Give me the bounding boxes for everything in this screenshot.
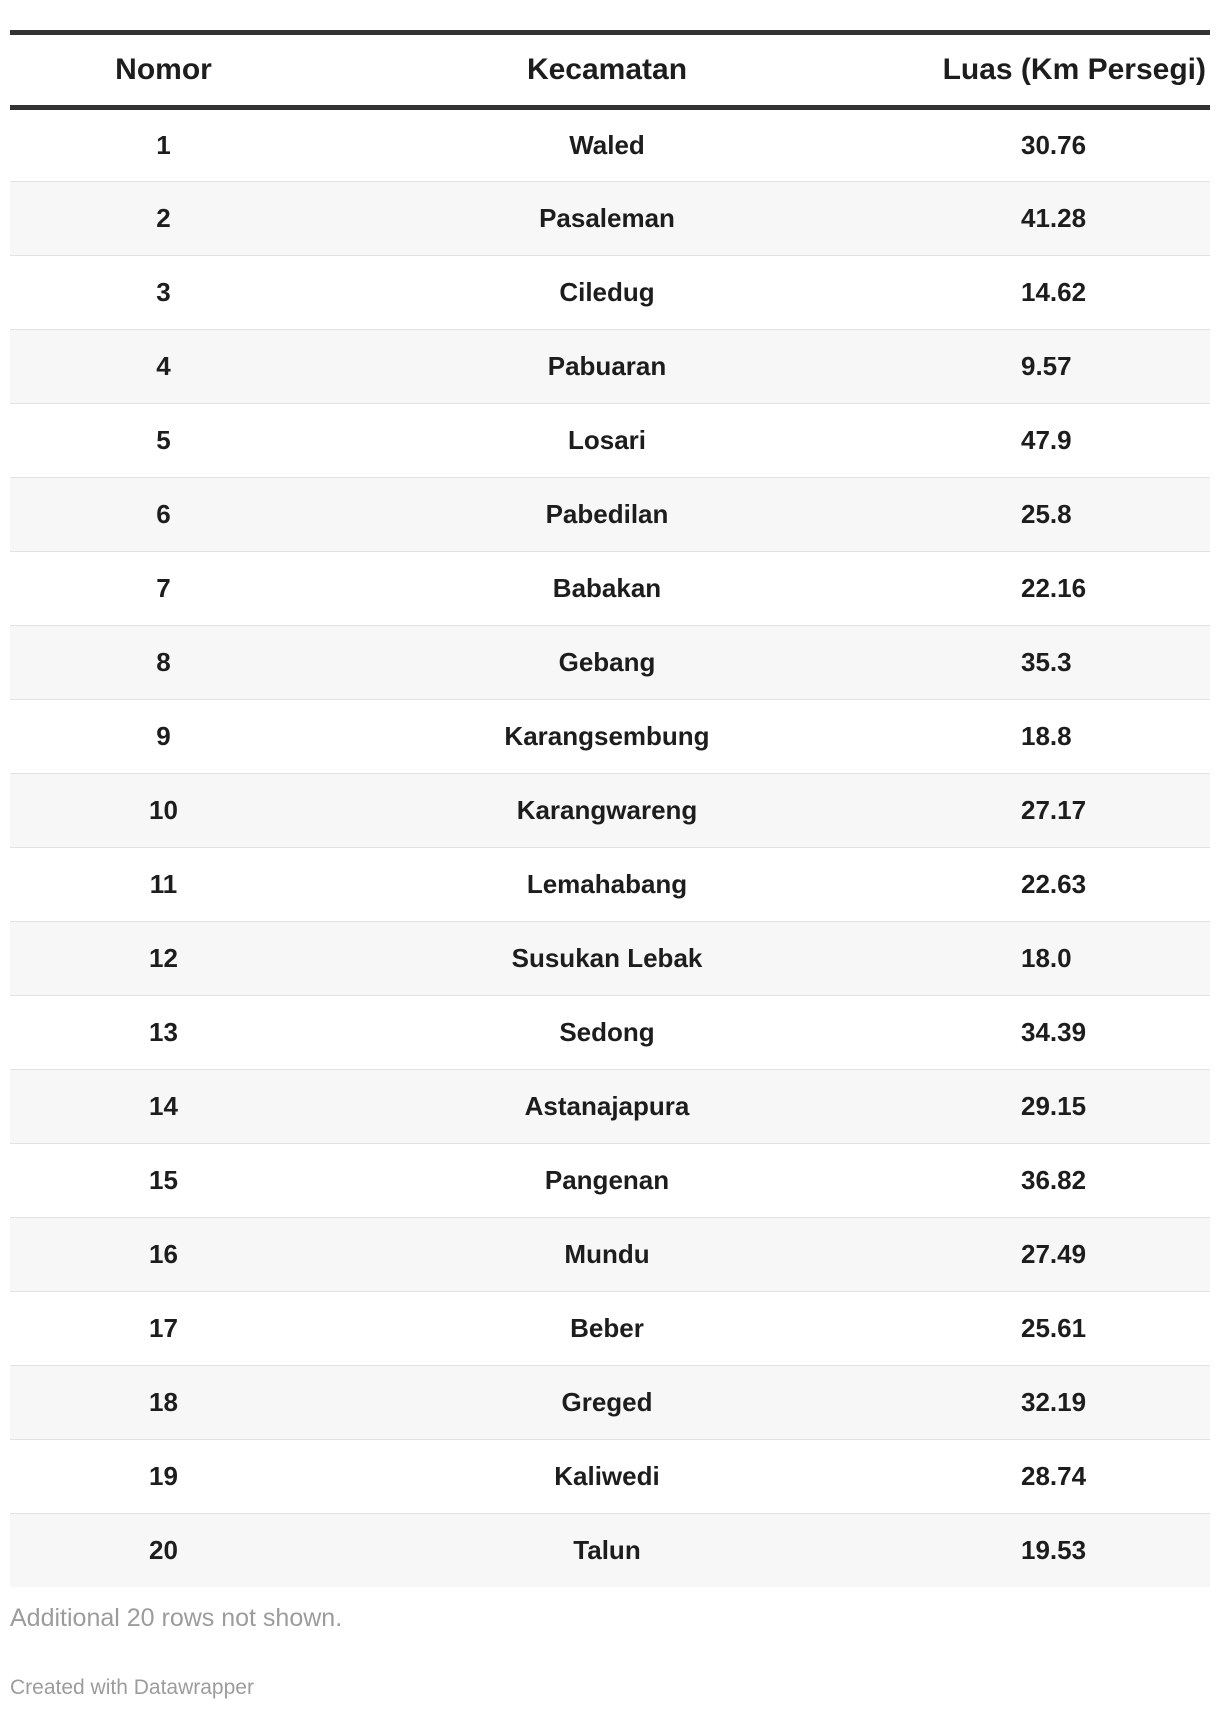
table-row xyxy=(10,1144,1210,1218)
cell-kecamatan: Astanajapura xyxy=(317,1070,897,1144)
cell-kecamatan: Babakan xyxy=(317,552,897,626)
cell-luas: 27.49 xyxy=(897,1218,1210,1292)
cell-kecamatan: Kaliwedi xyxy=(317,1440,897,1514)
cell-nomor: 13 xyxy=(10,996,317,1070)
cell-kecamatan: Karangwareng xyxy=(317,774,897,848)
rows-hidden-note: Additional 20 rows not shown. xyxy=(10,1604,343,1632)
cell-nomor: 3 xyxy=(10,256,317,330)
cell-luas: 18.0 xyxy=(897,922,1210,996)
table-row xyxy=(10,256,1210,330)
cell-luas: 19.53 xyxy=(897,1514,1210,1587)
cell-nomor: 1 xyxy=(10,108,317,182)
table-row xyxy=(10,922,1210,996)
cell-luas: 25.61 xyxy=(897,1292,1210,1366)
cell-luas: 47.9 xyxy=(897,404,1210,478)
table-row xyxy=(10,1292,1210,1366)
cell-kecamatan: Ciledug xyxy=(317,256,897,330)
cell-kecamatan: Lemahabang xyxy=(317,848,897,922)
data-table xyxy=(10,30,1210,1587)
table-row xyxy=(10,552,1210,626)
cell-nomor: 14 xyxy=(10,1070,317,1144)
datawrapper-credit: Created with Datawrapper xyxy=(10,1676,254,1699)
table-row xyxy=(10,404,1210,478)
cell-nomor: 11 xyxy=(10,848,317,922)
cell-luas: 27.17 xyxy=(897,774,1210,848)
cell-kecamatan: Talun xyxy=(317,1514,897,1587)
cell-kecamatan: Pangenan xyxy=(317,1144,897,1218)
cell-nomor: 7 xyxy=(10,552,317,626)
cell-kecamatan: Karangsembung xyxy=(317,700,897,774)
cell-kecamatan: Pasaleman xyxy=(317,182,897,256)
cell-nomor: 9 xyxy=(10,700,317,774)
cell-luas: 32.19 xyxy=(897,1366,1210,1440)
cell-luas: 22.63 xyxy=(897,848,1210,922)
cell-nomor: 20 xyxy=(10,1514,317,1587)
table-row xyxy=(10,848,1210,922)
cell-nomor: 16 xyxy=(10,1218,317,1292)
table-row xyxy=(10,1514,1210,1587)
table-row xyxy=(10,330,1210,404)
table-body xyxy=(10,108,1210,1587)
cell-luas: 36.82 xyxy=(897,1144,1210,1218)
cell-luas: 30.76 xyxy=(897,108,1210,182)
table-row xyxy=(10,774,1210,848)
table-row xyxy=(10,478,1210,552)
cell-luas: 9.57 xyxy=(897,330,1210,404)
cell-kecamatan: Greged xyxy=(317,1366,897,1440)
cell-nomor: 2 xyxy=(10,182,317,256)
table-header xyxy=(10,33,1210,108)
cell-kecamatan: Sedong xyxy=(317,996,897,1070)
header-row xyxy=(10,33,1210,108)
cell-nomor: 6 xyxy=(10,478,317,552)
cell-nomor: 10 xyxy=(10,774,317,848)
cell-nomor: 17 xyxy=(10,1292,317,1366)
cell-nomor: 4 xyxy=(10,330,317,404)
cell-luas: 22.16 xyxy=(897,552,1210,626)
table-row xyxy=(10,1366,1210,1440)
table-row xyxy=(10,700,1210,774)
table-row xyxy=(10,108,1210,182)
cell-nomor: 15 xyxy=(10,1144,317,1218)
cell-luas: 41.28 xyxy=(897,182,1210,256)
cell-kecamatan: Pabedilan xyxy=(317,478,897,552)
cell-nomor: 12 xyxy=(10,922,317,996)
data-table-container xyxy=(10,30,1210,1587)
cell-nomor: 8 xyxy=(10,626,317,700)
cell-luas: 28.74 xyxy=(897,1440,1210,1514)
cell-kecamatan: Losari xyxy=(317,404,897,478)
cell-kecamatan: Susukan Lebak xyxy=(317,922,897,996)
table-row xyxy=(10,1218,1210,1292)
column-header-luas[interactable]: Luas (Km Persegi) xyxy=(897,33,1210,108)
cell-nomor: 5 xyxy=(10,404,317,478)
column-header-nomor[interactable]: Nomor xyxy=(10,33,317,108)
cell-luas: 34.39 xyxy=(897,996,1210,1070)
cell-kecamatan: Beber xyxy=(317,1292,897,1366)
cell-luas: 35.3 xyxy=(897,626,1210,700)
column-header-kecamatan[interactable]: Kecamatan xyxy=(317,33,897,108)
table-row xyxy=(10,626,1210,700)
table-row xyxy=(10,1440,1210,1514)
table-row xyxy=(10,996,1210,1070)
cell-luas: 18.8 xyxy=(897,700,1210,774)
cell-kecamatan: Waled xyxy=(317,108,897,182)
table-row xyxy=(10,182,1210,256)
cell-luas: 14.62 xyxy=(897,256,1210,330)
table-row xyxy=(10,1070,1210,1144)
cell-luas: 25.8 xyxy=(897,478,1210,552)
cell-nomor: 19 xyxy=(10,1440,317,1514)
cell-nomor: 18 xyxy=(10,1366,317,1440)
cell-luas: 29.15 xyxy=(897,1070,1210,1144)
cell-kecamatan: Mundu xyxy=(317,1218,897,1292)
cell-kecamatan: Gebang xyxy=(317,626,897,700)
cell-kecamatan: Pabuaran xyxy=(317,330,897,404)
